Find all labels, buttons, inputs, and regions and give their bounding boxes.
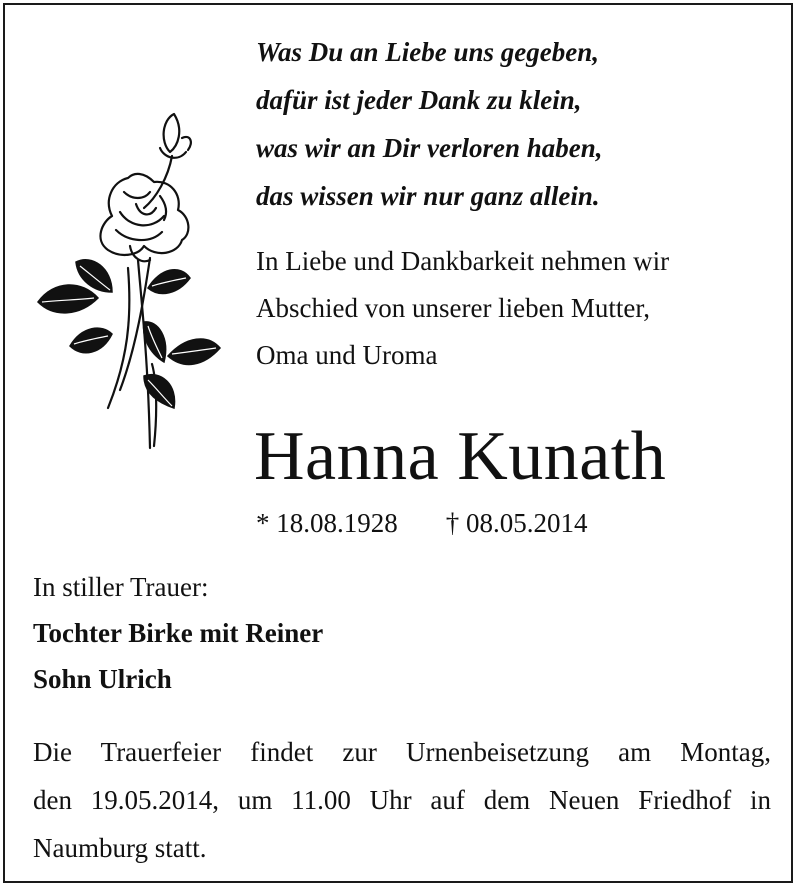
birth-date: * 18.08.1928 (256, 508, 398, 538)
poem-line: dafür ist jeder Dank zu klein, (256, 85, 582, 115)
mourner-name: Tochter Birke mit Reiner (33, 618, 324, 648)
mourners (33, 564, 323, 702)
rose-icon (32, 108, 228, 450)
ceremony-line: Naumburg statt. (33, 833, 207, 863)
deceased-name: Hanna Kunath (254, 418, 667, 495)
poem-line: Was Du an Liebe uns gegeben, (256, 37, 600, 67)
intro-line: In Liebe und Dankbarkeit nehmen wir (256, 246, 670, 276)
death-date: † 08.05.2014 (445, 508, 588, 538)
ceremony-notice (33, 728, 771, 872)
poem-line: das wissen wir nur ganz allein. (256, 181, 600, 211)
intro-line: Oma und Uroma (256, 340, 438, 370)
mourners-heading: In stiller Trauer: (33, 572, 209, 602)
ceremony-line: den 19.05.2014, um 11.00 Uhr auf dem Neuen Friedhof in (33, 785, 771, 815)
ceremony-line: Die Trauerfeier findet zur Urnenbeisetzung am Montag, (33, 737, 771, 767)
poem (256, 28, 603, 220)
poem-line: was wir an Dir verloren haben, (256, 133, 603, 163)
intro-text (256, 238, 669, 379)
life-dates (256, 503, 588, 543)
mourner-name: Sohn Ulrich (33, 664, 172, 694)
intro-line: Abschied von unserer lieben Mutter, (256, 293, 651, 323)
